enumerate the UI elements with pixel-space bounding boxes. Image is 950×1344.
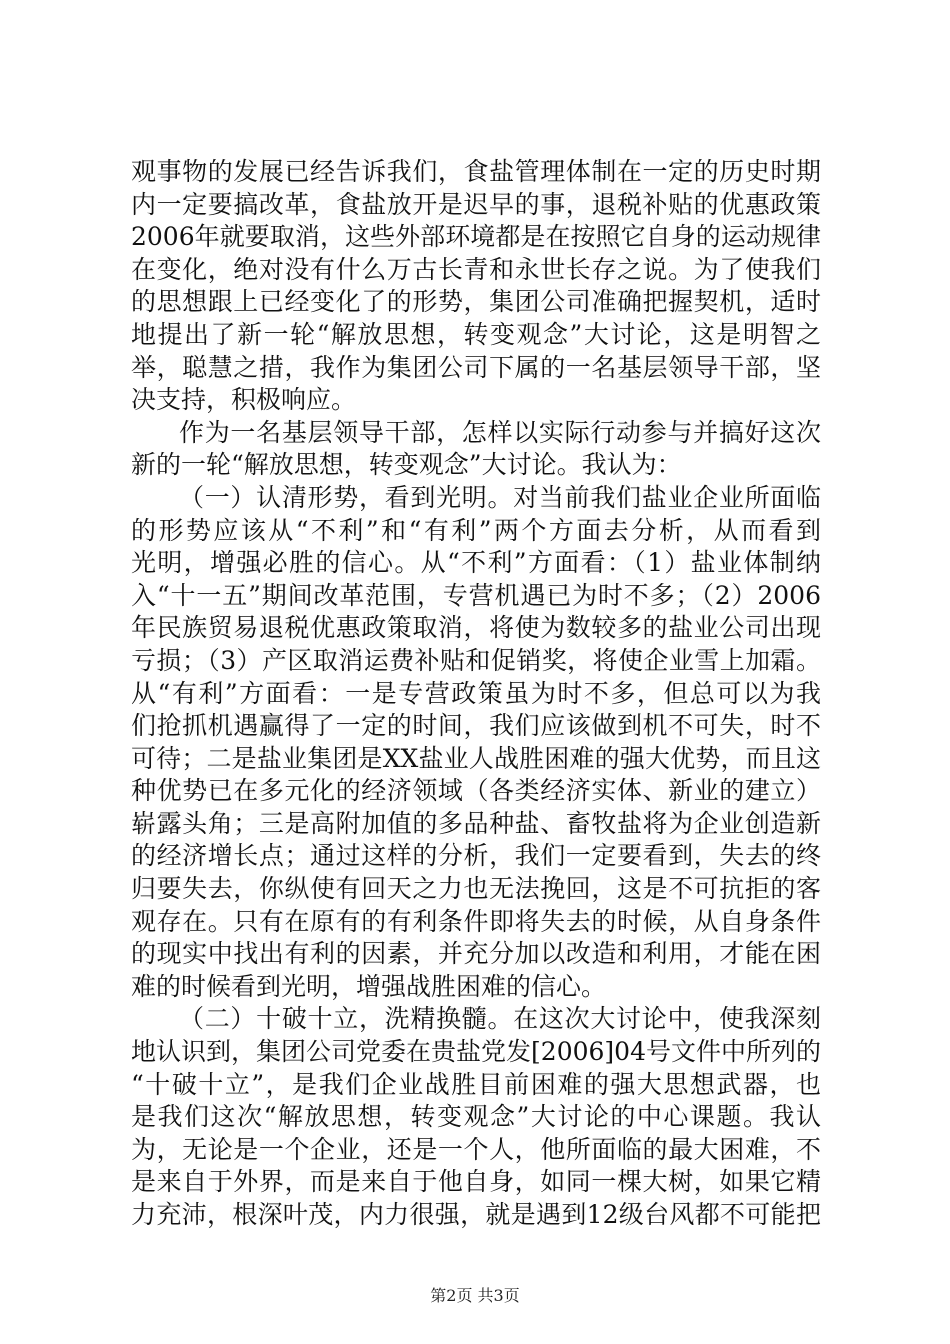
- text-line: 种优势已在多元化的经济领域（各类经济实体、新业的建立）: [131, 776, 821, 806]
- text-line: 为，无论是一个企业，还是一个人，他所面临的最大困难，不: [131, 1134, 821, 1164]
- text-line: 从“有利”方面看：一是专营政策虽为时不多，但总可以为我: [131, 678, 821, 708]
- text-line: 们抢抓机遇赢得了一定的时间，我们应该做到机不可失，时不: [131, 711, 821, 741]
- document-body: [131, 156, 821, 1232]
- text-line: 的形势应该从“不利”和“有利”两个方面去分析，从而看到: [131, 515, 821, 545]
- text-line: 力充沛，根深叶茂，内力很强，就是遇到12级台风都不可能把: [131, 1200, 821, 1229]
- text-line: “十破十立”，是我们企业战胜目前困难的强大思想武器，也: [131, 1069, 821, 1099]
- text-line: 作为一名基层领导干部，怎样以实际行动参与并搞好这次: [179, 417, 821, 447]
- text-line: 决支持，积极响应。: [131, 385, 357, 415]
- page-footer: [0, 1283, 950, 1306]
- text-line: 内一定要搞改革，食盐放开是迟早的事，退税补贴的优惠政策: [131, 189, 821, 219]
- text-line: 的思想跟上已经变化了的形势，集团公司准确把握契机，适时: [131, 287, 821, 317]
- text-line: 是我们这次“解放思想，转变观念”大讨论的中心课题。我认: [131, 1102, 821, 1132]
- text-line: 观存在。只有在原有的有利条件即将失去的时候，从自身条件: [131, 906, 821, 936]
- text-line: 地提出了新一轮“解放思想，转变观念”大讨论，这是明智之: [131, 319, 821, 349]
- text-line: 是来自于外界，而是来自于他自身，如同一棵大树，如果它精: [131, 1167, 821, 1197]
- text-line: 举，聪慧之措，我作为集团公司下属的一名基层领导干部，坚: [131, 352, 821, 382]
- text-line: 崭露头角；三是高附加值的多品种盐、畜牧盐将为企业创造新: [131, 808, 821, 838]
- text-line: 观事物的发展已经告诉我们，食盐管理体制在一定的历史时期: [131, 157, 821, 186]
- text-line: 亏损；（3）产区取消运费补贴和促销奖，将使企业雪上加霜。: [131, 645, 821, 675]
- text-line: （二）十破十立，洗精换髓。在这次大讨论中，使我深刻: [179, 1004, 821, 1034]
- text-line: 2006年就要取消，这些外部环境都是在按照它自身的运动规律: [131, 222, 821, 252]
- text-line: 光明，增强必胜的信心。从“不利”方面看：（1）盐业体制纳: [131, 548, 821, 578]
- text-line: 归要失去，你纵使有回天之力也无法挽回，这是不可抗拒的客: [131, 874, 821, 904]
- text-line: （一）认清形势，看到光明。对当前我们盐业企业所面临: [179, 482, 821, 512]
- text-line: 的现实中找出有利的因素，并充分加以改造和利用，才能在困: [131, 939, 821, 969]
- text-line: 可待；二是盐业集团是XX盐业人战胜困难的强大优势，而且这: [131, 743, 821, 773]
- text-line: 入“十一五”期间改革范围，专营机遇已为时不多；（2）2006: [131, 580, 821, 610]
- page-number-label: 第2页 共3页: [430, 1286, 520, 1305]
- text-line: 年民族贸易退税优惠政策取消，将使为数较多的盐业公司出现: [131, 613, 821, 643]
- text-line: 新的一轮“解放思想，转变观念”大讨论。我认为：: [131, 450, 682, 480]
- text-line: 的经济增长点；通过这样的分析，我们一定要看到，失去的终: [131, 841, 821, 871]
- text-line: 难的时候看到光明，增强战胜困难的信心。: [131, 971, 607, 1001]
- text-line: 地认识到，集团公司党委在贵盐党发[2006]04号文件中所列的: [131, 1037, 821, 1067]
- text-line: 在变化，绝对没有什么万古长青和永世长存之说。为了使我们: [131, 254, 821, 284]
